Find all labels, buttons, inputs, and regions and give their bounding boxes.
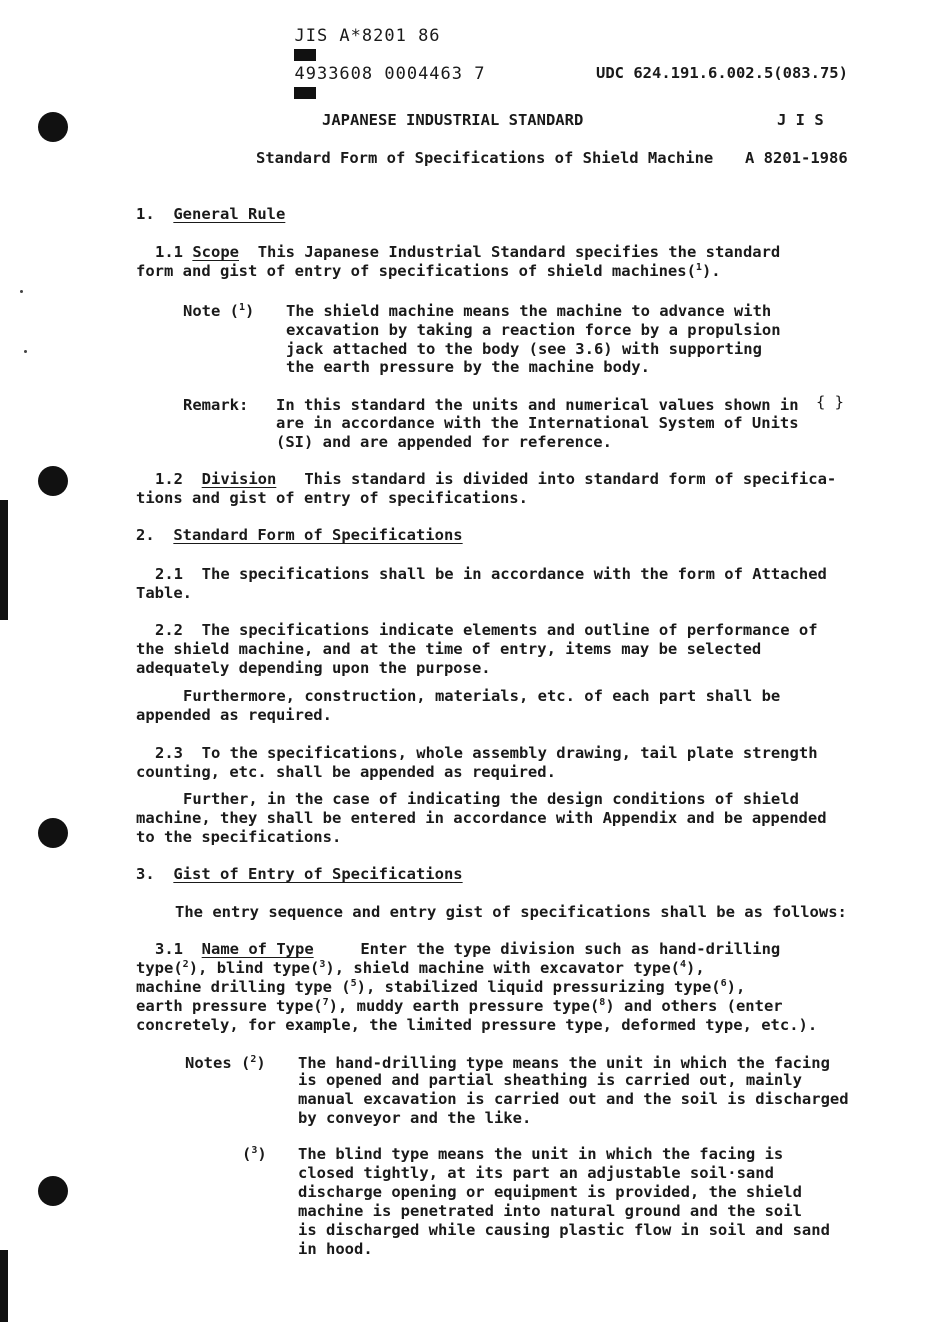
header-code <box>272 8 485 103</box>
clause-text: This Japanese Industrial Standard specifies the standard <box>257 243 781 261</box>
scan-edge-mark <box>0 500 8 620</box>
clause-text: machine drilling type ( <box>136 978 351 996</box>
note-label: Notes ( <box>185 1054 251 1072</box>
redaction-block <box>294 49 316 61</box>
note-2-line: is opened and partial sheathing is carried out, mainly <box>298 1071 802 1089</box>
note-3-label <box>242 1145 267 1164</box>
clause-3-1-line-4 <box>136 997 783 1016</box>
note-3-line: machine is penetrated into natural ground and the soil <box>298 1202 802 1220</box>
footnote-ref: 3 <box>319 959 326 970</box>
footnote-ref: 2 <box>250 1054 257 1065</box>
clause-2-3-line: counting, etc. shall be appended as required. <box>136 763 556 781</box>
clause-2-2-line: the shield machine, and at the time of entry, items may be selected <box>136 640 762 658</box>
footnote-ref: 6 <box>720 978 727 989</box>
remark-braces: { } <box>816 393 844 411</box>
note-label: ) <box>257 1145 267 1163</box>
clause-text: ), stabilized liquid pressurizing type( <box>356 978 721 996</box>
remark-line: In this standard the units and numerical values shown in <box>276 396 799 414</box>
section-1-heading <box>136 205 285 224</box>
note-1-label <box>183 302 254 321</box>
footnote-ref: 8 <box>599 997 606 1008</box>
note-2-line: The hand-drilling type means the unit in which the facing <box>298 1054 830 1072</box>
note-3-line: discharge opening or equipment is provided, the shield <box>298 1183 802 1201</box>
section-title: General Rule <box>173 205 286 223</box>
section-3-intro: The entry sequence and entry gist of specifications shall be as follows: <box>175 903 847 921</box>
note-label: ) <box>245 302 255 320</box>
note-3-line: is discharged while causing plastic flow in soil and sand <box>298 1221 830 1239</box>
clause-title: Scope <box>192 243 240 261</box>
clause-2-3-line: to the specifications. <box>136 828 342 846</box>
binder-hole <box>38 818 68 848</box>
clause-text: ), blind type( <box>188 959 320 977</box>
clause-3-1-line-3 <box>136 978 745 997</box>
clause-text: ), muddy earth pressure type( <box>328 997 600 1015</box>
clause-2-3-line: Further, in the case of indicating the design conditions of shield <box>183 790 799 808</box>
clause-2-3-line: 2.3 To the specifications, whole assembly drawing, tail plate strength <box>155 744 818 762</box>
clause-text: form and gist of entry of specifications of shield machines( <box>136 262 696 280</box>
note-3-line: The blind type means the unit in which the facing is <box>298 1145 784 1163</box>
clause-number: 1.2 <box>155 470 183 488</box>
clause-text: Enter the type division such as hand-drilling <box>360 940 781 958</box>
clause-1-2-line-2: tions and gist of entry of specifications. <box>136 489 528 507</box>
note-1-line: the earth pressure by the machine body. <box>286 358 650 376</box>
redaction-block <box>294 87 316 99</box>
clause-1-2-line-1 <box>155 470 836 489</box>
note-2-line: by conveyor and the like. <box>298 1109 532 1127</box>
note-2-line: manual excavation is carried out and the soil is discharged <box>298 1090 849 1108</box>
note-3-line: closed tightly, at its part an adjustable soil·sand <box>298 1164 774 1182</box>
section-number: 3. <box>136 865 155 883</box>
footnote-ref: 3 <box>251 1145 258 1156</box>
clause-1-1-line-2 <box>136 262 721 281</box>
udc-code: UDC 624.191.6.002.5(083.75) <box>596 64 848 82</box>
section-title: Standard Form of Specifications <box>173 526 463 544</box>
document-title: Standard Form of Specifications of Shield Machine <box>256 149 714 167</box>
clause-2-2-line: Furthermore, construction, materials, etc. of each part shall be <box>183 687 781 705</box>
scan-edge-mark <box>0 1250 8 1322</box>
clause-number: 1.1 <box>155 243 183 261</box>
note-1-line: The shield machine means the machine to advance with <box>286 302 772 320</box>
clause-2-2-line: adequately depending upon the purpose. <box>136 659 491 677</box>
scan-speck <box>24 350 27 353</box>
clause-text: earth pressure type( <box>136 997 323 1015</box>
footnote-ref: 1 <box>695 262 702 273</box>
clause-2-1-line: 2.1 The specifications shall be in accordance with the form of Attached <box>155 565 827 583</box>
footnote-ref: 1 <box>239 302 246 313</box>
clause-text: ), <box>686 959 705 977</box>
note-label: ( <box>242 1145 252 1163</box>
clause-2-2-line: appended as required. <box>136 706 332 724</box>
binder-hole <box>38 466 68 496</box>
notes-2-label <box>185 1054 266 1073</box>
jis-mark: J I S <box>777 111 824 129</box>
standard-number: A 8201-1986 <box>745 149 848 167</box>
note-label: Note ( <box>183 302 239 320</box>
standard-name: JAPANESE INDUSTRIAL STANDARD <box>322 111 584 129</box>
clause-2-1-line: Table. <box>136 584 192 602</box>
clause-number: 3.1 <box>155 940 183 958</box>
remark-line: are in accordance with the International System of Units <box>276 414 799 432</box>
clause-3-1-line-2 <box>136 959 705 978</box>
note-label: ) <box>256 1054 266 1072</box>
binder-hole <box>38 1176 68 1206</box>
remark-label: Remark: <box>183 396 249 414</box>
clause-text: ), <box>726 978 746 996</box>
note-1-line: jack attached to the body (see 3.6) with supporting <box>286 340 762 358</box>
section-2-heading <box>136 526 463 545</box>
clause-2-3-line: machine, they shall be entered in accordance with Appendix and be appended <box>136 809 827 827</box>
clause-text: type( <box>136 959 183 977</box>
clause-text: This standard is divided into standard form of specifica- <box>304 470 837 488</box>
clause-3-1-line-5: concretely, for example, the limited pressure type, deformed type, etc.). <box>136 1016 818 1034</box>
note-1-line: excavation by taking a reaction force by a propulsion <box>286 321 781 339</box>
clause-title: Division <box>201 470 277 488</box>
clause-1-1-line-1 <box>155 243 780 262</box>
scan-speck <box>20 290 23 293</box>
section-number: 2. <box>136 526 155 544</box>
clause-2-2-line: 2.2 The specifications indicate elements and outline of performance of <box>155 621 818 639</box>
clause-text: ) and others (enter <box>605 997 783 1015</box>
footnote-ref: 4 <box>680 959 687 970</box>
clause-3-1-line-1 <box>155 940 780 959</box>
binder-hole <box>38 112 68 142</box>
clause-title: Name of Type <box>201 940 314 958</box>
clause-text: ), shield machine with excavator type( <box>325 959 680 977</box>
note-3-line: in hood. <box>298 1240 373 1258</box>
clause-text: ). <box>701 262 721 280</box>
footnote-ref: 5 <box>350 978 357 989</box>
section-title: Gist of Entry of Specifications <box>173 865 463 883</box>
footnote-ref: 7 <box>322 997 329 1008</box>
section-3-heading <box>136 865 463 884</box>
section-number: 1. <box>136 205 155 223</box>
header-code-left: JIS A*8201 86 <box>294 26 441 46</box>
remark-line: (SI) and are appended for reference. <box>276 433 612 451</box>
footnote-ref: 2 <box>182 959 189 970</box>
header-code-right: 4933608 0004463 7 <box>294 64 486 84</box>
